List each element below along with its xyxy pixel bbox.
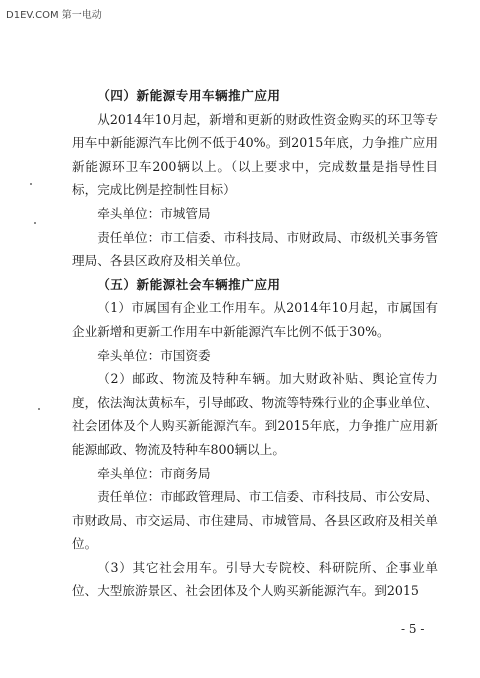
watermark: D1EV.COM 第一电动 bbox=[6, 10, 102, 21]
scan-speck bbox=[38, 408, 40, 410]
section-heading-5: （五）新能源社会车辆推广应用 bbox=[97, 276, 281, 292]
lead-unit: 牵头单位：市商务局 bbox=[97, 465, 211, 481]
scan-speck bbox=[30, 183, 32, 185]
paragraph: 从2014年10月起，新增和更新的财政性资金购买的环卫等专用车中新能源汽车比例不低于40%。到2015年底，力争推广应用新能源环卫车200辆以上。（以上要求中，完成数量是指导性目标，完成比例是控制性目标） bbox=[72, 111, 438, 198]
scan-speck bbox=[34, 222, 36, 224]
document-body bbox=[72, 84, 438, 603]
responsible-units: 责任单位：市工信委、市科技局、市财政局、市级机关事务管理局、各县区政府及相关单位。 bbox=[72, 229, 438, 269]
paragraph: （1）市属国有企业工作用车。从2014年10月起，市属国有企业新增和更新工作用车中新能源汽车比例不低于30%。 bbox=[72, 300, 438, 339]
section-heading-4: （四）新能源专用车辆推广应用 bbox=[97, 88, 281, 103]
responsible-units: 责任单位：市邮政管理局、市工信委、市科技局、市公安局、市财政局、市交运局、市住建局、市城管局、各县区政府及相关单位。 bbox=[72, 489, 438, 552]
paragraph: （3）其它社会用车。引导大专院校、科研院所、企事业单位、大型旅游景区、社会团体及个人购买新能源汽车。到2015 bbox=[72, 559, 438, 599]
paragraph: （2）邮政、物流及特种车辆。加大财政补贴、舆论宣传力度，依法淘汰黄标车，引导邮政、物流等特殊行业的企事业单位、社会团体及个人购买新能源汽车。到2015年底，力争推广应用新能源邮政、物流及特种车800辆以上。 bbox=[72, 371, 438, 457]
lead-unit: 牵头单位：市城管局 bbox=[97, 205, 211, 221]
lead-unit: 牵头单位：市国资委 bbox=[97, 347, 211, 363]
page-number: - 5 - bbox=[401, 622, 425, 636]
